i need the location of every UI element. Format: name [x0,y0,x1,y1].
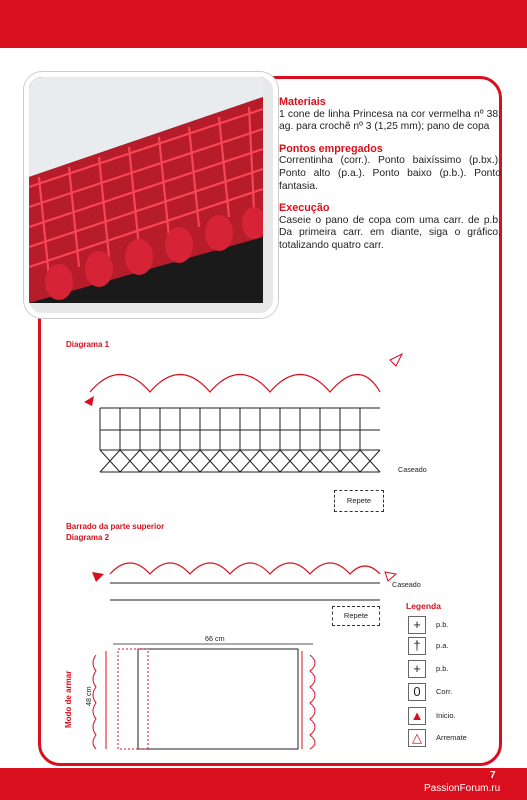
oval-icon: 0 [408,683,426,701]
assembly-diagram [88,635,338,755]
diagram2-repete: Repete [332,606,380,626]
points-text: Correntinha (corr.). Ponto baixíssimo (p.bx.). Ponto alto (p.a.). Ponto baixo (p.b.). Ponto fantasia. [279,155,501,192]
legend-title: Legenda [406,601,441,611]
start-arrow-icon: ▲ [408,707,426,725]
assembly-title: Modo de armar [64,670,73,728]
legend-label: Inicio. [436,711,456,720]
dagger-icon: † [408,637,426,655]
legend-item-pa [408,637,488,655]
legend-item-corr [408,683,488,701]
legend-item-pb2 [408,660,488,678]
execution-text: Caseie o pano de copa com uma carr. de p.b. Da primeira carr. em diante, siga o gráfico, totalizando quatro carr. [279,214,501,251]
diagram2-title-line2: Diagrama 2 [66,533,110,542]
assembly-height: 48 cm [84,686,93,706]
points-heading: Pontos empregados [279,142,383,155]
plus-icon: + [408,616,426,634]
diagram2-caseado: Caseado [392,580,421,589]
diagram1-repete: Repete [334,490,384,512]
assembly-width: 66 cm [205,634,225,643]
legend-item-pb [408,616,488,634]
execution-heading: Execução [279,202,330,215]
legend-label: Arremate [436,733,467,742]
diagram1-chart [80,352,420,492]
top-banner [0,0,527,48]
diagram2-title-line1: Barrado da parte superior [66,522,165,531]
plus-icon: + [408,660,426,678]
legend-item-inicio [408,707,488,725]
diagram1-caseado: Caseado [398,465,427,474]
diagram2-chart [90,548,400,608]
legend-label: p.a. [436,641,449,650]
finish-arrow-icon: △ [408,729,426,747]
page-number: 7 [490,770,496,781]
legend-label: Corr. [436,687,453,696]
materials-text: 1 cone de linha Princesa na cor vermelha nº 38; ag. para crochê nº 3 (1,25 mm); pano de copa [279,108,501,133]
legend-label: p.b. [436,664,449,673]
legend-label: p.b. [436,620,449,629]
instructions-panel [279,96,501,262]
watermark: PassionForum.ru [424,783,501,794]
crochet-photo [24,72,278,318]
materials-heading: Materiais [279,96,326,108]
diagram1-title: Diagrama 1 [66,340,110,349]
legend-item-arremate [408,729,488,747]
